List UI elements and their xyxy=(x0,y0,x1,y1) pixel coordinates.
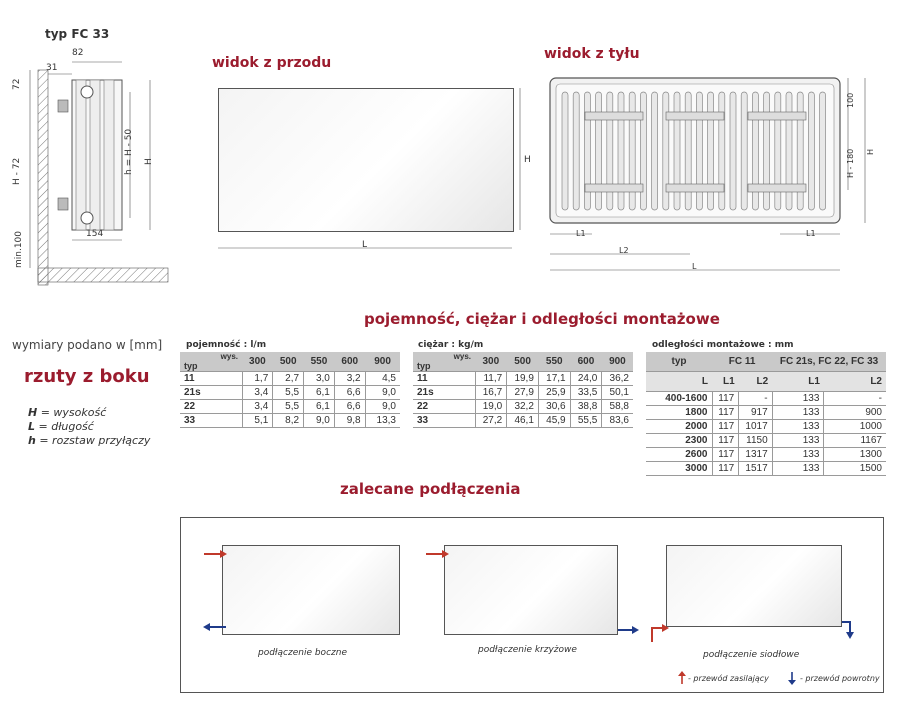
table-row: 3000 117 1517 133 1500 xyxy=(646,462,886,476)
legend-h: h = rozstaw przyłączy xyxy=(28,434,151,447)
capacity-col: 550 xyxy=(304,352,335,372)
back-dim-h180: H - 180 xyxy=(846,148,855,178)
radiator-fin xyxy=(640,92,646,210)
table-row: 22 3,4 5,5 6,1 6,6 9,0 xyxy=(180,400,400,414)
radiator-fin xyxy=(685,92,691,210)
connection-label-saddle: podłączenie siodłowe xyxy=(703,650,800,660)
table-row: 2000 117 1017 133 1000 xyxy=(646,420,886,434)
table-row: 1800 117 917 133 900 xyxy=(646,406,886,420)
radiator-fin xyxy=(741,92,747,210)
legend-supply: - przewód zasilający xyxy=(688,674,769,683)
dim-H: H xyxy=(144,158,154,165)
weight-col: 600 xyxy=(570,352,602,372)
supply-arrow-icon xyxy=(676,671,688,685)
legend-return: - przewód powrotny xyxy=(800,674,880,683)
radiator-fin xyxy=(618,92,624,210)
back-dim-100: 100 xyxy=(846,92,855,108)
supply-arrow-icon xyxy=(442,550,449,558)
radiator-fin xyxy=(663,92,669,210)
weight-col: 300 xyxy=(475,352,507,372)
back-view-title: widok z tyłu xyxy=(544,46,640,62)
table-row: 2300 117 1150 133 1167 xyxy=(646,434,886,448)
table-row: 33 5,1 8,2 9,0 9,8 13,3 xyxy=(180,414,400,428)
mount-head-L1: L1 xyxy=(772,372,824,392)
weight-corner: wys. typ xyxy=(413,352,475,372)
radiator-fin xyxy=(786,92,792,210)
table-row: 11 11,7 19,9 17,1 24,0 36,2 xyxy=(413,372,633,386)
legend-H: H = wysokość xyxy=(28,406,107,419)
connection-label-side: podłączenie boczne xyxy=(258,648,347,658)
radiator-fin xyxy=(584,92,590,210)
dim-h-equals: h = H - 50 xyxy=(124,128,134,175)
mount-head-fc11: FC 11 xyxy=(712,352,772,372)
front-dim-L: L xyxy=(362,240,368,250)
back-view-drawing xyxy=(540,72,885,277)
front-view-dimensions xyxy=(210,80,540,260)
mount-head-L1: L1 xyxy=(712,372,739,392)
weight-col: 550 xyxy=(538,352,570,372)
mount-label: odległości montażowe : mm xyxy=(652,340,794,350)
back-dim-L1-right: L1 xyxy=(806,229,816,238)
mount-head-L2: L2 xyxy=(739,372,772,392)
supply-arrow-icon xyxy=(220,550,227,558)
return-arrow-icon xyxy=(632,626,639,634)
radiator-fin xyxy=(696,92,702,210)
mount-head-L2: L2 xyxy=(824,372,886,392)
dim-72: 72 xyxy=(12,78,22,90)
table-row: 11 1,7 2,7 3,0 3,2 4,5 xyxy=(180,372,400,386)
dim-31: 31 xyxy=(46,63,58,73)
dim-154: 154 xyxy=(86,229,104,239)
weight-label: ciężar : kg/m xyxy=(418,340,484,350)
mount-table xyxy=(646,352,886,476)
connection-arrows-cross xyxy=(422,540,642,640)
connection-panel-saddle xyxy=(666,545,842,627)
legend-block xyxy=(28,406,150,448)
radiator-fin xyxy=(652,92,658,210)
units-note: wymiary podano w [mm] xyxy=(12,338,163,352)
radiator-fin xyxy=(607,92,613,210)
capacity-col: 500 xyxy=(273,352,304,372)
table-row: 21s 3,4 5,5 6,1 6,6 9,0 xyxy=(180,386,400,400)
dim-min100: min.100 xyxy=(14,230,24,268)
radiator-fin xyxy=(708,92,714,210)
radiator-fin xyxy=(573,92,579,210)
weight-table xyxy=(413,352,633,428)
capacity-corner: wys. typ xyxy=(180,352,242,372)
capacity-col: 300 xyxy=(242,352,273,372)
back-dim-H: H xyxy=(866,148,875,155)
side-views-title: rzuty z boku xyxy=(24,366,150,387)
dim-h-minus-72: H - 72 xyxy=(12,157,22,185)
connection-panel-side xyxy=(222,545,400,635)
radiator-fin xyxy=(820,92,826,210)
connection-arrows-side xyxy=(200,540,230,640)
side-view-drawing xyxy=(10,40,175,290)
capacity-table xyxy=(180,352,400,428)
return-arrow-icon xyxy=(846,632,854,639)
radiator-fin xyxy=(764,92,770,210)
table-row: 400-1600 117 - 133 - xyxy=(646,392,886,406)
mount-head-fc21: FC 21s, FC 22, FC 33 xyxy=(772,352,886,372)
capacity-col: 600 xyxy=(334,352,365,372)
radiator-fin xyxy=(730,92,736,210)
connections-title: zalecane podłączenia xyxy=(340,480,521,498)
dim-82: 82 xyxy=(72,48,84,58)
capacity-col: 900 xyxy=(365,352,400,372)
mount-head-L: L xyxy=(646,372,712,392)
mount-head-typ: typ xyxy=(646,352,712,372)
radiator-fin xyxy=(775,92,781,210)
legend-L: L = długość xyxy=(28,420,94,433)
connection-arrows-saddle xyxy=(644,618,864,648)
radiator-fin xyxy=(674,92,680,210)
connection-label-cross: podłączenie krzyżowe xyxy=(478,645,577,655)
supply-arrow-icon xyxy=(662,624,669,632)
radiator-fin xyxy=(562,92,568,210)
back-dim-L2: L2 xyxy=(619,246,629,255)
radiator-fin xyxy=(596,92,602,210)
table-row: 2600 117 1317 133 1300 xyxy=(646,448,886,462)
table-row: 21s 16,7 27,9 25,9 33,5 50,1 xyxy=(413,386,633,400)
side-view-title: typ FC 33 xyxy=(45,27,110,41)
back-dim-L1-left: L1 xyxy=(576,229,586,238)
return-arrow-icon xyxy=(786,671,798,685)
capacity-label: pojemność : l/m xyxy=(186,340,267,350)
back-dim-L: L xyxy=(692,262,697,271)
weight-col: 500 xyxy=(507,352,539,372)
weight-col: 900 xyxy=(602,352,633,372)
table-row: 22 19,0 32,2 30,6 38,8 58,8 xyxy=(413,400,633,414)
radiator-fin xyxy=(808,92,814,210)
radiator-fin xyxy=(752,92,758,210)
table-row: 33 27,2 46,1 45,9 55,5 83,6 xyxy=(413,414,633,428)
radiator-fin xyxy=(797,92,803,210)
return-arrow-icon xyxy=(203,623,210,631)
radiator-fin xyxy=(719,92,725,210)
radiator-fin xyxy=(629,92,635,210)
section-title: pojemność, ciężar i odległości montażowe xyxy=(364,310,720,328)
front-dim-H: H xyxy=(524,155,531,165)
front-view-title: widok z przodu xyxy=(212,55,332,71)
